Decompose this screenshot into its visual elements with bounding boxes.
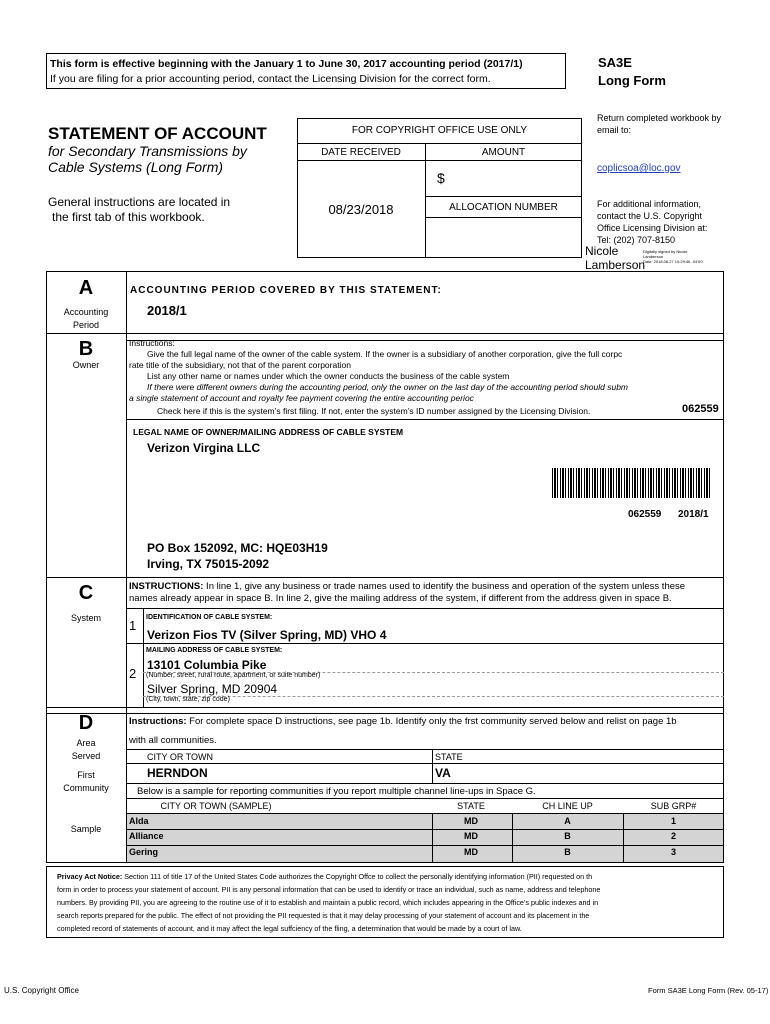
allocation-number-label: ALLOCATION NUMBER — [449, 202, 558, 213]
sample-header-city: CITY OR TOWN (SAMPLE) — [160, 801, 272, 811]
sample-row-2-state: MD — [464, 831, 478, 841]
space-d-label-2: Served — [71, 751, 101, 761]
legal-name-label: LEGAL NAME OF OWNER/MAILING ADDRESS OF CABLE SYSTEM — [133, 427, 404, 437]
privacy-line-4: search reports prepared for the public. The effect of not providing the PII requested is that it may delay processing of your statement of account and its placement in the — [57, 911, 590, 920]
office-use-box — [297, 118, 582, 258]
space-a-label-2: Period — [72, 320, 99, 330]
space-c-label: System — [70, 613, 101, 623]
line-1-number: 1 — [129, 618, 137, 633]
return-text-1: Return completed workbook by — [597, 113, 722, 123]
first-filing-check-text: Check here if this is the system’s first filing. If not, enter the system’s ID number assigned by the Licensing Division. — [157, 406, 591, 416]
space-d-label-1: Area — [76, 738, 96, 748]
statement-subtitle-2: Cable Systems (Long Form) — [48, 159, 224, 175]
system-instructions-text-2: names already appear in space B. In line 2, give the mailing address of the system, if different from the address given in space B. — [129, 593, 672, 604]
sample-row-3-group: 3 — [670, 847, 676, 857]
privacy-bold: Privacy Act Notice: — [57, 872, 123, 881]
date-received-label: DATE RECEIVED — [321, 147, 401, 158]
barcode-period: 2018/1 — [678, 509, 709, 520]
space-c-letter: C — [78, 582, 94, 604]
sample-row-1-lineup: A — [564, 816, 571, 826]
system-instructions-text-1: In line 1, give any business or trade names used to identify the business and operation of the system unless these — [203, 581, 686, 592]
general-instructions-1: General instructions are located in — [48, 195, 231, 209]
line-2-number: 2 — [129, 666, 137, 681]
form-code: SA3E — [598, 55, 632, 70]
owner-instructions-4: If there were different owners during the accounting period, only the owner on the last day of the accounting period should subm — [147, 382, 629, 392]
notice-line-1: This form is effective beginning with the January 1 to June 30, 2017 accounting period (2017/1) — [50, 58, 523, 70]
first-community-label-1: First — [77, 770, 95, 780]
amount-dollar-sign: $ — [437, 170, 445, 186]
sample-row-1-state: MD — [464, 816, 478, 826]
owner-name: Verizon Virgina LLC — [147, 441, 261, 455]
area-instructions-text-1: For complete space D instructions, see page 1b. Identify only the frst community served below and relist on page 1b — [186, 716, 677, 727]
office-use-heading: FOR COPYRIGHT OFFICE USE ONLY — [351, 125, 528, 136]
space-b-label: Owner — [72, 360, 100, 370]
sample-row-3-city: Gering — [129, 847, 159, 857]
privacy-line-1 — [57, 872, 592, 881]
privacy-line-2: form in order to process your statement of account. PII is any personal information that can be used to identify or trace an individual, such as name, address and telephone — [57, 885, 601, 894]
owner-address-2: Irving, TX 75015-2092 — [147, 557, 270, 571]
system-street: 13101 Columbia Pike — [147, 658, 267, 672]
date-received-value: 08/23/2018 — [328, 202, 394, 217]
owner-instructions-1: Give the full legal name of the owner of the cable system. If the owner is a subsidiary of another corporation, give the full corpc — [147, 349, 623, 359]
accounting-period-value: 2018/1 — [147, 303, 187, 318]
signature-first-name: Nicole — [585, 244, 619, 258]
contact-info-1: For additional information, — [597, 199, 702, 209]
area-instructions-bold: Instructions: — [129, 716, 187, 727]
owner-instructions-title: Instructions: — [129, 338, 175, 348]
general-instructions-2: the first tab of this workbook. — [52, 210, 205, 224]
contact-info-3: Office Licensing Division at: — [597, 223, 708, 233]
owner-instructions-5: a single statement of account and royalty fee payment covering the entire accounting perioc — [129, 393, 474, 403]
privacy-line-5: completed record of statements of account, and it may affect the legal suffciency of the fling, a determination that would be made by a court of law. — [57, 924, 522, 933]
sample-row-1-city: Alda — [129, 816, 149, 826]
sample-label: Sample — [70, 824, 102, 834]
first-community-label-2: Community — [63, 783, 109, 793]
sample-row-2-city: Alliance — [129, 831, 164, 841]
sample-header-group: SUB GRP# — [650, 801, 697, 811]
privacy-line-3: numbers. By providing PII, you are agreeing to the routine use of it to establish and maintain a public record, which includes appearing in the Office’s public indexes and in — [57, 898, 599, 907]
area-instructions-text-2: with all communities. — [129, 735, 217, 746]
sample-row-2-lineup: B — [564, 831, 571, 841]
state-header: STATE — [435, 752, 463, 762]
accounting-period-heading: ACCOUNTING PERIOD COVERED BY THIS STATEMENT: — [130, 285, 442, 296]
owner-address-1: PO Box 152092, MC: HQE03H19 — [147, 541, 328, 555]
notice-line-2: If you are filing for a prior accounting period, contact the Licensing Division for the correct form. — [50, 73, 491, 85]
sample-row-1-group: 1 — [670, 816, 676, 826]
space-b-letter: B — [78, 338, 94, 360]
space-d-letter: D — [78, 712, 94, 734]
owner-instructions-3: List any other name or names under which the owner conducts the business of the cable system — [147, 371, 510, 381]
sample-header-lineup: CH LINE UP — [542, 801, 593, 811]
signature-note-3: Date: 2018.08.27 10:29:46 -04'00' — [643, 259, 704, 264]
space-a-letter: A — [78, 277, 94, 299]
contact-phone: Tel: (202) 707-8150 — [597, 235, 676, 245]
barcode — [552, 468, 710, 498]
street-caption: (Number, street, rural route, apartment, or suite number) — [146, 672, 321, 679]
footer-office: U.S. Copyright Office — [4, 986, 79, 995]
area-instructions — [129, 716, 677, 727]
signature-last-name: Lamberson — [585, 258, 646, 272]
statement-title: STATEMENT OF ACCOUNT — [48, 124, 267, 143]
form-name: Long Form — [598, 73, 666, 88]
privacy-text-1: Section 111 of title 17 of the United States Code authorizes the Copyright Offce to collect the personally identifying information (PII) requested on th — [122, 872, 593, 881]
system-instructions-bold: INSTRUCTIONS: — [129, 581, 204, 592]
sample-row-3-state: MD — [464, 847, 478, 857]
sample-header-state: STATE — [457, 801, 485, 811]
first-community-state: VA — [435, 766, 451, 780]
contact-info-2: contact the U.S. Copyright — [597, 211, 703, 221]
footer-form-revision: Form SA3E Long Form (Rev. 05-17) — [648, 986, 769, 995]
sample-row-2-group: 2 — [670, 831, 676, 841]
signature-note-2: Lamberson — [643, 254, 664, 259]
contact-email-link[interactable]: coplicsoa@loc.gov — [597, 163, 681, 174]
signature-note-1: Digitally signed by Nicole — [643, 249, 688, 254]
system-city: Silver Spring, MD 20904 — [147, 682, 278, 696]
first-filing-checkbox[interactable] — [143, 405, 153, 415]
system-id-number: 062559 — [682, 403, 719, 415]
sample-note: Below is a sample for reporting communities if you report multiple channel line-ups in Space G. — [137, 786, 536, 797]
sample-row-3-lineup: B — [564, 847, 571, 857]
city-caption: (City, town, state, zip code) — [146, 696, 230, 703]
mailing-address-label: MAILING ADDRESS OF CABLE SYSTEM: — [146, 647, 283, 654]
barcode-system-id: 062559 — [628, 509, 662, 520]
return-text-2: email to: — [597, 125, 632, 135]
statement-subtitle-1: for Secondary Transmissions by — [48, 143, 247, 159]
cable-system-name: Verizon Fios TV (Silver Spring, MD) VHO 4 — [147, 628, 387, 642]
identification-label: IDENTIFICATION OF CABLE SYSTEM: — [146, 614, 273, 621]
first-community-city: HERNDON — [147, 766, 208, 780]
owner-instructions-2: rate title of the subsidiary, not that of the parent corporation — [129, 360, 351, 370]
space-a-label-1: Accounting — [63, 307, 109, 317]
amount-label: AMOUNT — [481, 147, 526, 158]
system-instructions — [129, 581, 685, 592]
city-header: CITY OR TOWN — [147, 752, 214, 762]
